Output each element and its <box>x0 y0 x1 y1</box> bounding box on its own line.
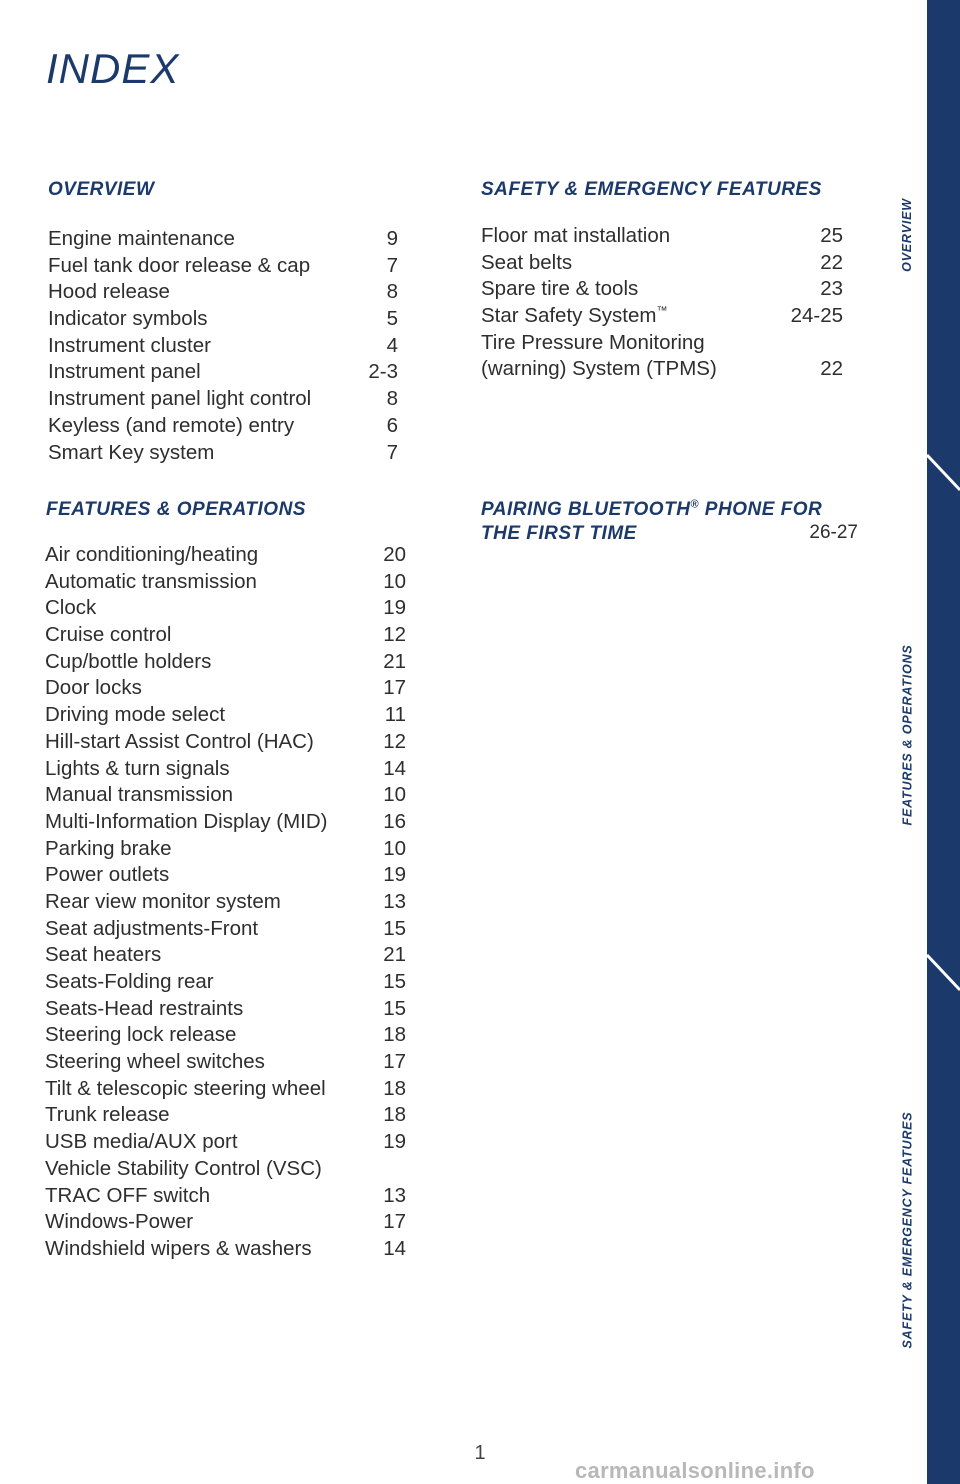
entry-page: 4 <box>386 333 398 357</box>
entry-page: 18 <box>383 1103 406 1127</box>
index-entry <box>45 1022 406 1049</box>
registered-mark: ® <box>690 498 700 511</box>
entry-label: Door locks <box>45 676 142 700</box>
index-entry <box>481 276 859 303</box>
entry-page: 18 <box>383 1076 406 1100</box>
entry-label: Trunk release <box>45 1103 170 1127</box>
index-entry <box>45 862 406 889</box>
index-entry <box>45 595 406 622</box>
entry-label: Spare tire & tools <box>481 277 639 301</box>
entry-label: Seat belts <box>481 250 573 274</box>
entry-page: 9 <box>386 227 398 250</box>
entry-page: 25 <box>820 224 843 247</box>
index-entry <box>45 1129 406 1156</box>
entry-label: Windows-Power <box>45 1210 194 1234</box>
entry-page: 21 <box>383 943 406 967</box>
entry-label: Indicator symbols <box>48 307 208 331</box>
entry-page: 7 <box>386 440 398 464</box>
index-entry <box>48 279 398 306</box>
overview-list <box>48 226 398 466</box>
sidebar-bar <box>927 0 960 1484</box>
index-entry <box>45 836 406 863</box>
side-tab-features[interactable]: FEATURES & OPERATIONS <box>900 644 914 826</box>
index-entry <box>45 1156 406 1183</box>
entry-page: 17 <box>383 1050 406 1074</box>
entry-page: 13 <box>383 1183 406 1207</box>
index-entry <box>48 386 398 413</box>
entry-page: 15 <box>383 996 406 1020</box>
entry-label: Instrument panel <box>48 360 201 384</box>
side-tab-safety[interactable]: SAFETY & EMERGENCY FEATURES <box>900 1111 915 1349</box>
entry-page: 12 <box>383 729 406 753</box>
index-entry <box>45 1236 406 1263</box>
entry-label: Air conditioning/heating <box>45 543 259 566</box>
trademark-mark: ™ <box>656 305 668 318</box>
entry-label: Floor mat installation <box>481 224 671 247</box>
entry-page: 21 <box>383 649 406 673</box>
index-entry <box>45 942 406 969</box>
entry-label: Seat heaters <box>45 943 162 967</box>
index-entry <box>45 782 406 809</box>
entry-page: 10 <box>383 836 406 860</box>
entry-label: Automatic transmission <box>45 569 257 593</box>
entry-page: 23 <box>820 277 843 301</box>
entry-page: 5 <box>386 307 398 331</box>
entry-label: Star Safety System™ <box>481 304 668 328</box>
entry-label: Hood release <box>48 280 170 304</box>
entry-page: 14 <box>383 756 406 780</box>
entry-label: Multi-Information Display (MID) <box>45 809 328 833</box>
safety-list <box>481 223 859 383</box>
index-entry <box>481 223 859 250</box>
entry-page: 6 <box>386 413 398 437</box>
entry-label: Cruise control <box>45 623 172 647</box>
entry-label: Windshield wipers & washers <box>45 1236 312 1260</box>
entry-label: Keyless (and remote) entry <box>48 413 295 437</box>
entry-label: Steering wheel switches <box>45 1050 265 1074</box>
entry-label: Seats-Folding rear <box>45 970 214 993</box>
entry-page: 8 <box>386 280 398 304</box>
index-entry <box>45 1076 406 1103</box>
entry-label: Manual transmission <box>45 783 233 807</box>
entry-label: Tilt & telescopic steering wheel <box>45 1076 326 1100</box>
entry-page: 24-25 <box>790 304 843 328</box>
index-entry <box>481 330 859 357</box>
entry-page: 8 <box>386 387 398 411</box>
entry-label: Tire Pressure Monitoring <box>481 330 705 354</box>
page-number: 1 <box>474 1442 486 1464</box>
index-entry <box>45 1049 406 1076</box>
index-entry <box>48 226 398 253</box>
features-list <box>45 542 406 1263</box>
safety-heading: SAFETY & EMERGENCY FEATURES <box>481 179 822 200</box>
entry-page: 16 <box>383 809 406 833</box>
page-title: INDEX <box>46 45 180 92</box>
entry-page: 10 <box>383 783 406 807</box>
index-entry <box>48 253 398 280</box>
pairing-heading-line2: THE FIRST TIME <box>481 523 637 544</box>
entry-page: 19 <box>383 863 406 887</box>
entry-label: Clock <box>45 596 97 620</box>
index-entry <box>45 916 406 943</box>
entry-page: 22 <box>820 357 843 381</box>
entry-label: Parking brake <box>45 836 172 860</box>
divider-line-1 <box>927 455 960 490</box>
index-entry <box>48 359 398 386</box>
entry-label: Driving mode select <box>45 703 226 727</box>
entry-page: 12 <box>383 623 406 647</box>
entry-page: 15 <box>383 916 406 940</box>
overview-heading: OVERVIEW <box>48 179 155 200</box>
index-entry <box>481 356 859 383</box>
features-heading: FEATURES & OPERATIONS <box>46 499 306 520</box>
index-entry <box>45 729 406 756</box>
entry-page: 20 <box>383 543 406 566</box>
entry-label: USB media/AUX port <box>45 1130 238 1154</box>
side-tab-overview[interactable]: OVERVIEW <box>900 198 914 272</box>
watermark: carmanualsonline.info <box>575 1458 815 1483</box>
entry-page: 14 <box>383 1236 406 1260</box>
index-entry <box>45 809 406 836</box>
index-entry <box>45 889 406 916</box>
index-entry <box>48 440 398 467</box>
entry-page: 19 <box>383 1130 406 1154</box>
sidebar-dividers <box>927 0 960 1484</box>
entry-page: 7 <box>386 253 398 277</box>
index-entry <box>48 306 398 333</box>
entry-label: Fuel tank door release & cap <box>48 253 311 277</box>
entry-label: Cup/bottle holders <box>45 649 212 673</box>
entry-page: 11 <box>384 703 406 727</box>
entry-label: Seat adjustments-Front <box>45 916 259 940</box>
entry-page: 18 <box>383 1023 406 1047</box>
entry-page: 22 <box>820 250 843 274</box>
entry-page: 10 <box>383 569 406 593</box>
entry-page: 2-3 <box>368 360 398 384</box>
entry-label: Instrument panel light control <box>48 387 312 411</box>
entry-label: Rear view monitor system <box>45 889 281 913</box>
index-entry <box>45 1102 406 1129</box>
divider-line-2 <box>927 955 960 990</box>
index-entry <box>45 996 406 1023</box>
entry-label: Vehicle Stability Control (VSC) <box>45 1156 322 1180</box>
entry-label: Instrument cluster <box>48 333 211 357</box>
index-entry <box>48 413 398 440</box>
entry-label: Seats-Head restraints <box>45 996 244 1020</box>
pairing-heading-line1: PAIRING BLUETOOTH <box>481 499 691 520</box>
index-entry <box>45 1183 406 1210</box>
index-entry <box>45 542 406 569</box>
pairing-pages: 26-27 <box>809 522 858 543</box>
index-entry <box>45 1209 406 1236</box>
entry-page: 19 <box>383 596 406 620</box>
index-entry <box>48 333 398 360</box>
entry-page: 13 <box>383 889 406 913</box>
index-entry <box>45 969 406 996</box>
entry-label: TRAC OFF switch <box>45 1183 211 1207</box>
entry-page: 15 <box>383 970 406 993</box>
entry-label: Hill-start Assist Control (HAC) <box>45 729 314 753</box>
index-entry <box>481 250 859 277</box>
entry-label: (warning) System (TPMS) <box>481 357 717 381</box>
index-entry <box>481 303 859 330</box>
index-entry <box>45 756 406 783</box>
entry-label: Lights & turn signals <box>45 756 230 780</box>
entry-label: Steering lock release <box>45 1023 237 1047</box>
index-entry <box>45 702 406 729</box>
entry-label: Engine maintenance <box>48 227 235 250</box>
index-entry <box>45 569 406 596</box>
entry-page: 17 <box>383 676 406 700</box>
index-entry <box>45 649 406 676</box>
pairing-heading-line1-end: PHONE FOR <box>699 499 823 520</box>
index-entry <box>45 675 406 702</box>
entry-page: 17 <box>383 1210 406 1234</box>
entry-label: Power outlets <box>45 863 170 887</box>
index-entry <box>45 622 406 649</box>
entry-label: Smart Key system <box>48 440 215 464</box>
